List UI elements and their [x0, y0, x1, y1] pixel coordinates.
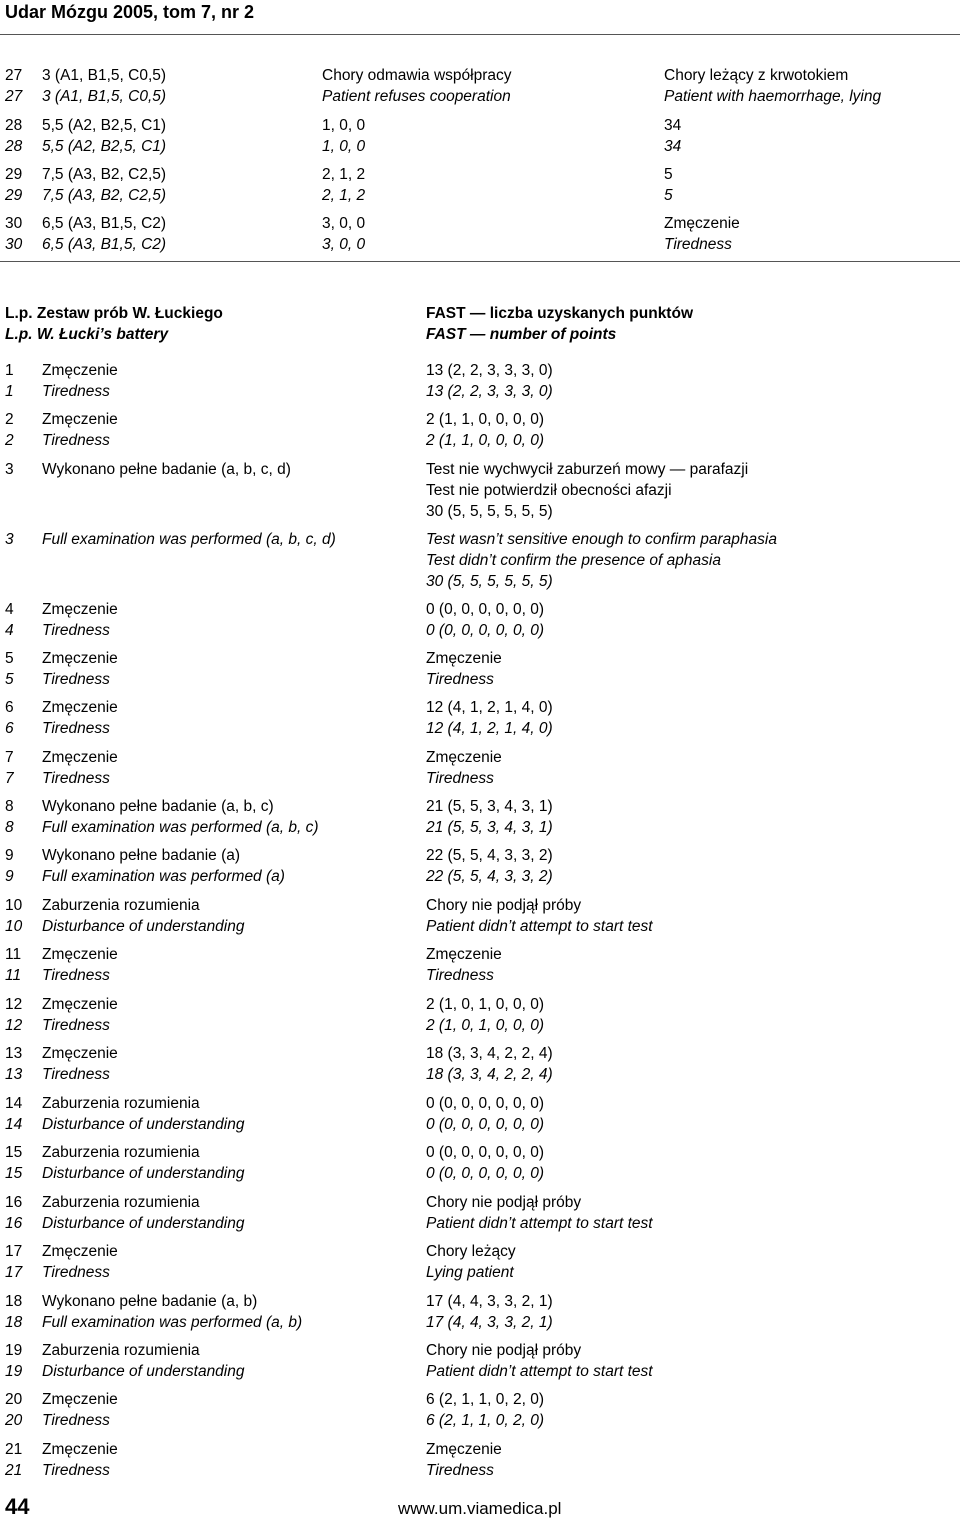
- fast-cell: Lying patient: [426, 1264, 514, 1281]
- fast-cell: Tiredness: [426, 967, 494, 984]
- row-number: 29: [5, 166, 23, 183]
- row-number: 19: [5, 1363, 23, 1380]
- score-cell: 5,5 (A2, B2,5, C1): [42, 138, 167, 155]
- notes-cell: 34: [664, 138, 682, 155]
- row-number: 15: [5, 1165, 23, 1182]
- battery-cell: Zmęczenie: [42, 362, 118, 379]
- fast-cell: Chory nie podjął próby: [426, 897, 582, 914]
- battery-cell: Tiredness: [42, 967, 110, 984]
- fast-cell: 22 (5, 5, 4, 3, 3, 2): [426, 847, 553, 864]
- row-number: 18: [5, 1314, 23, 1331]
- battery-cell: Disturbance of understanding: [42, 1165, 245, 1182]
- notes-cell: 5: [664, 187, 673, 204]
- fast-cell: 2 (1, 0, 1, 0, 0, 0): [426, 996, 545, 1013]
- fast-cell: Tiredness: [426, 770, 494, 787]
- values-cell: 2, 1, 2: [322, 187, 366, 204]
- battery-cell: Tiredness: [42, 1462, 110, 1479]
- fast-cell: 2 (1, 1, 0, 0, 0, 0): [426, 432, 545, 449]
- row-number: 8: [5, 798, 14, 815]
- row-number: 1: [5, 362, 14, 379]
- row-number: 11: [5, 946, 22, 963]
- website-url: www.um.viamedica.pl: [398, 1499, 562, 1518]
- row-number: 28: [5, 117, 23, 134]
- battery-cell: Disturbance of understanding: [42, 1363, 245, 1380]
- notes-cell: Chory leżący z krwotokiem: [664, 67, 849, 84]
- battery-cell: Tiredness: [42, 720, 110, 737]
- fast-cell: 2 (1, 1, 0, 0, 0, 0): [426, 411, 545, 428]
- fast-cell: 6 (2, 1, 1, 0, 2, 0): [426, 1391, 545, 1408]
- fast-cell: Chory nie podjął próby: [426, 1342, 582, 1359]
- score-cell: 7,5 (A3, B2, C2,5): [42, 187, 167, 204]
- fast-cell: Zmęczenie: [426, 650, 502, 667]
- row-number: 10: [5, 918, 23, 935]
- row-number: 7: [5, 770, 14, 787]
- journal-title: Udar Mózgu 2005, tom 7, nr 2: [5, 2, 255, 22]
- values-cell: Patient refuses cooperation: [322, 88, 511, 105]
- battery-cell: Zmęczenie: [42, 650, 118, 667]
- battery-cell: Zmęczenie: [42, 1391, 118, 1408]
- header-col-battery: L.p. W. Łucki’s battery: [5, 326, 169, 343]
- battery-cell: Tiredness: [42, 383, 110, 400]
- fast-cell: 0 (0, 0, 0, 0, 0, 0): [426, 1165, 545, 1182]
- fast-cell: 21 (5, 5, 3, 4, 3, 1): [426, 798, 553, 815]
- battery-cell: Wykonano pełne badanie (a): [42, 847, 241, 864]
- battery-cell: Tiredness: [42, 432, 110, 449]
- score-cell: 3 (A1, B1,5, C0,5): [42, 88, 167, 105]
- row-number: 4: [5, 601, 14, 618]
- row-number: 4: [5, 622, 14, 639]
- row-number: 1: [5, 383, 14, 400]
- battery-cell: Tiredness: [42, 671, 110, 688]
- notes-cell: 5: [664, 166, 673, 183]
- notes-cell: Zmęczenie: [664, 215, 740, 232]
- header-col-fast: FAST — liczba uzyskanych punktów: [426, 305, 693, 322]
- battery-cell: Zaburzenia rozumienia: [42, 1194, 200, 1211]
- row-number: 21: [5, 1462, 23, 1479]
- battery-cell: Tiredness: [42, 770, 110, 787]
- row-number: 12: [5, 996, 23, 1013]
- fast-cell: 0 (0, 0, 0, 0, 0, 0): [426, 1095, 545, 1112]
- battery-cell: Tiredness: [42, 1412, 110, 1429]
- battery-cell: Tiredness: [42, 1017, 110, 1034]
- fast-cell: 22 (5, 5, 4, 3, 3, 2): [426, 868, 553, 885]
- row-number: 3: [5, 531, 14, 548]
- fast-cell: 18 (3, 3, 4, 2, 2, 4): [426, 1066, 553, 1083]
- notes-cell: Tiredness: [664, 236, 732, 253]
- fast-cell: 18 (3, 3, 4, 2, 2, 4): [426, 1045, 553, 1062]
- row-number: 28: [5, 138, 23, 155]
- fast-cell: Zmęczenie: [426, 1441, 502, 1458]
- fast-cell: 0 (0, 0, 0, 0, 0, 0): [426, 622, 545, 639]
- fast-cell: Patient didn’t attempt to start test: [426, 918, 653, 935]
- fast-cell: 6 (2, 1, 1, 0, 2, 0): [426, 1412, 545, 1429]
- fast-cell: Test nie potwierdził obecności afazji: [426, 482, 672, 499]
- battery-cell: Zmęczenie: [42, 946, 118, 963]
- battery-cell: Wykonano pełne badanie (a, b, c): [42, 798, 274, 815]
- row-number: 30: [5, 215, 23, 232]
- fast-cell: 2 (1, 0, 1, 0, 0, 0): [426, 1017, 545, 1034]
- row-number: 20: [5, 1391, 23, 1408]
- fast-cell: Patient didn’t attempt to start test: [426, 1215, 653, 1232]
- row-number: 30: [5, 236, 23, 253]
- values-cell: Chory odmawia współpracy: [322, 67, 512, 84]
- row-number: 19: [5, 1342, 23, 1359]
- fast-cell: 21 (5, 5, 3, 4, 3, 1): [426, 819, 553, 836]
- battery-cell: Zmęczenie: [42, 699, 118, 716]
- row-number: 13: [5, 1066, 23, 1083]
- values-cell: 1, 0, 0: [322, 138, 366, 155]
- battery-cell: Full examination was performed (a, b, c, d): [42, 531, 336, 548]
- battery-cell: Disturbance of understanding: [42, 1116, 245, 1133]
- fast-cell: Zmęczenie: [426, 749, 502, 766]
- fast-cell: 17 (4, 4, 3, 3, 2, 1): [426, 1314, 553, 1331]
- fast-cell: 0 (0, 0, 0, 0, 0, 0): [426, 1144, 545, 1161]
- row-number: 18: [5, 1293, 23, 1310]
- battery-cell: Tiredness: [42, 1066, 110, 1083]
- row-number: 16: [5, 1215, 23, 1232]
- row-number: 2: [5, 411, 14, 428]
- battery-cell: Zmęczenie: [42, 601, 118, 618]
- score-cell: 5,5 (A2, B2,5, C1): [42, 117, 167, 134]
- row-number: 5: [5, 671, 14, 688]
- values-cell: 3, 0, 0: [322, 236, 366, 253]
- battery-cell: Zmęczenie: [42, 1045, 118, 1062]
- row-number: 3: [5, 461, 14, 478]
- row-number: 20: [5, 1412, 23, 1429]
- score-cell: 6,5 (A3, B1,5, C2): [42, 236, 167, 253]
- fast-cell: 12 (4, 1, 2, 1, 4, 0): [426, 720, 553, 737]
- fast-cell: 13 (2, 2, 3, 3, 3, 0): [426, 383, 553, 400]
- row-number: 11: [5, 967, 22, 984]
- fast-cell: Tiredness: [426, 671, 494, 688]
- battery-cell: Zmęczenie: [42, 996, 118, 1013]
- values-cell: 1, 0, 0: [322, 117, 366, 134]
- battery-cell: Full examination was performed (a, b): [42, 1314, 303, 1331]
- score-cell: 6,5 (A3, B1,5, C2): [42, 215, 167, 232]
- fast-cell: 12 (4, 1, 2, 1, 4, 0): [426, 699, 553, 716]
- battery-cell: Wykonano pełne badanie (a, b, c, d): [42, 461, 291, 478]
- battery-cell: Zaburzenia rozumienia: [42, 1144, 200, 1161]
- fast-cell: 0 (0, 0, 0, 0, 0, 0): [426, 1116, 545, 1133]
- row-number: 9: [5, 847, 14, 864]
- fast-cell: 17 (4, 4, 3, 3, 2, 1): [426, 1293, 553, 1310]
- row-number: 12: [5, 1017, 23, 1034]
- battery-cell: Zmęczenie: [42, 749, 118, 766]
- battery-cell: Full examination was performed (a): [42, 868, 285, 885]
- row-number: 9: [5, 868, 14, 885]
- row-number: 17: [5, 1264, 23, 1281]
- battery-cell: Zmęczenie: [42, 1243, 118, 1260]
- row-number: 15: [5, 1144, 23, 1161]
- values-cell: 3, 0, 0: [322, 215, 366, 232]
- header-col-fast: FAST — number of points: [426, 326, 617, 343]
- row-number: 14: [5, 1116, 23, 1133]
- row-number: 2: [5, 432, 14, 449]
- battery-cell: Wykonano pełne badanie (a, b): [42, 1293, 258, 1310]
- fast-cell: Chory leżący: [426, 1243, 516, 1260]
- fast-cell: 13 (2, 2, 3, 3, 3, 0): [426, 362, 553, 379]
- fast-cell: Tiredness: [426, 1462, 494, 1479]
- row-number: 10: [5, 897, 23, 914]
- fast-cell: Zmęczenie: [426, 946, 502, 963]
- header-col-battery: L.p. Zestaw prób W. Łuckiego: [5, 305, 223, 322]
- row-number: 21: [5, 1441, 23, 1458]
- score-cell: 7,5 (A3, B2, C2,5): [42, 166, 167, 183]
- row-number: 27: [5, 67, 23, 84]
- battery-cell: Tiredness: [42, 1264, 110, 1281]
- row-number: 29: [5, 187, 23, 204]
- row-number: 7: [5, 749, 14, 766]
- fast-cell: Test wasn’t sensitive enough to confirm paraphasia: [426, 531, 777, 548]
- fast-cell: 30 (5, 5, 5, 5, 5, 5): [426, 503, 553, 520]
- fast-cell: 30 (5, 5, 5, 5, 5, 5): [426, 573, 553, 590]
- row-number: 16: [5, 1194, 23, 1211]
- notes-cell: Patient with haemorrhage, lying: [664, 88, 882, 105]
- battery-cell: Disturbance of understanding: [42, 1215, 245, 1232]
- fast-cell: Test nie wychwycił zaburzeń mowy — parafazji: [426, 461, 749, 478]
- battery-cell: Zaburzenia rozumienia: [42, 1095, 200, 1112]
- notes-cell: 34: [664, 117, 682, 134]
- battery-cell: Tiredness: [42, 622, 110, 639]
- page-number: 44: [5, 1494, 30, 1519]
- battery-cell: Zaburzenia rozumienia: [42, 1342, 200, 1359]
- battery-cell: Full examination was performed (a, b, c): [42, 819, 319, 836]
- row-number: 14: [5, 1095, 23, 1112]
- row-number: 17: [5, 1243, 23, 1260]
- battery-cell: Zmęczenie: [42, 1441, 118, 1458]
- values-cell: 2, 1, 2: [322, 166, 366, 183]
- table-separator-rule: [0, 261, 960, 262]
- row-number: 8: [5, 819, 14, 836]
- fast-cell: 0 (0, 0, 0, 0, 0, 0): [426, 601, 545, 618]
- fast-cell: Patient didn’t attempt to start test: [426, 1363, 653, 1380]
- fast-cell: Chory nie podjął próby: [426, 1194, 582, 1211]
- row-number: 6: [5, 699, 14, 716]
- fast-cell: Test didn’t confirm the presence of aphasia: [426, 552, 721, 569]
- row-number: 13: [5, 1045, 23, 1062]
- battery-cell: Disturbance of understanding: [42, 918, 245, 935]
- header-rule: [0, 34, 960, 35]
- row-number: 6: [5, 720, 14, 737]
- row-number: 27: [5, 88, 23, 105]
- battery-cell: Zaburzenia rozumienia: [42, 897, 200, 914]
- row-number: 5: [5, 650, 14, 667]
- score-cell: 3 (A1, B1,5, C0,5): [42, 67, 167, 84]
- battery-cell: Zmęczenie: [42, 411, 118, 428]
